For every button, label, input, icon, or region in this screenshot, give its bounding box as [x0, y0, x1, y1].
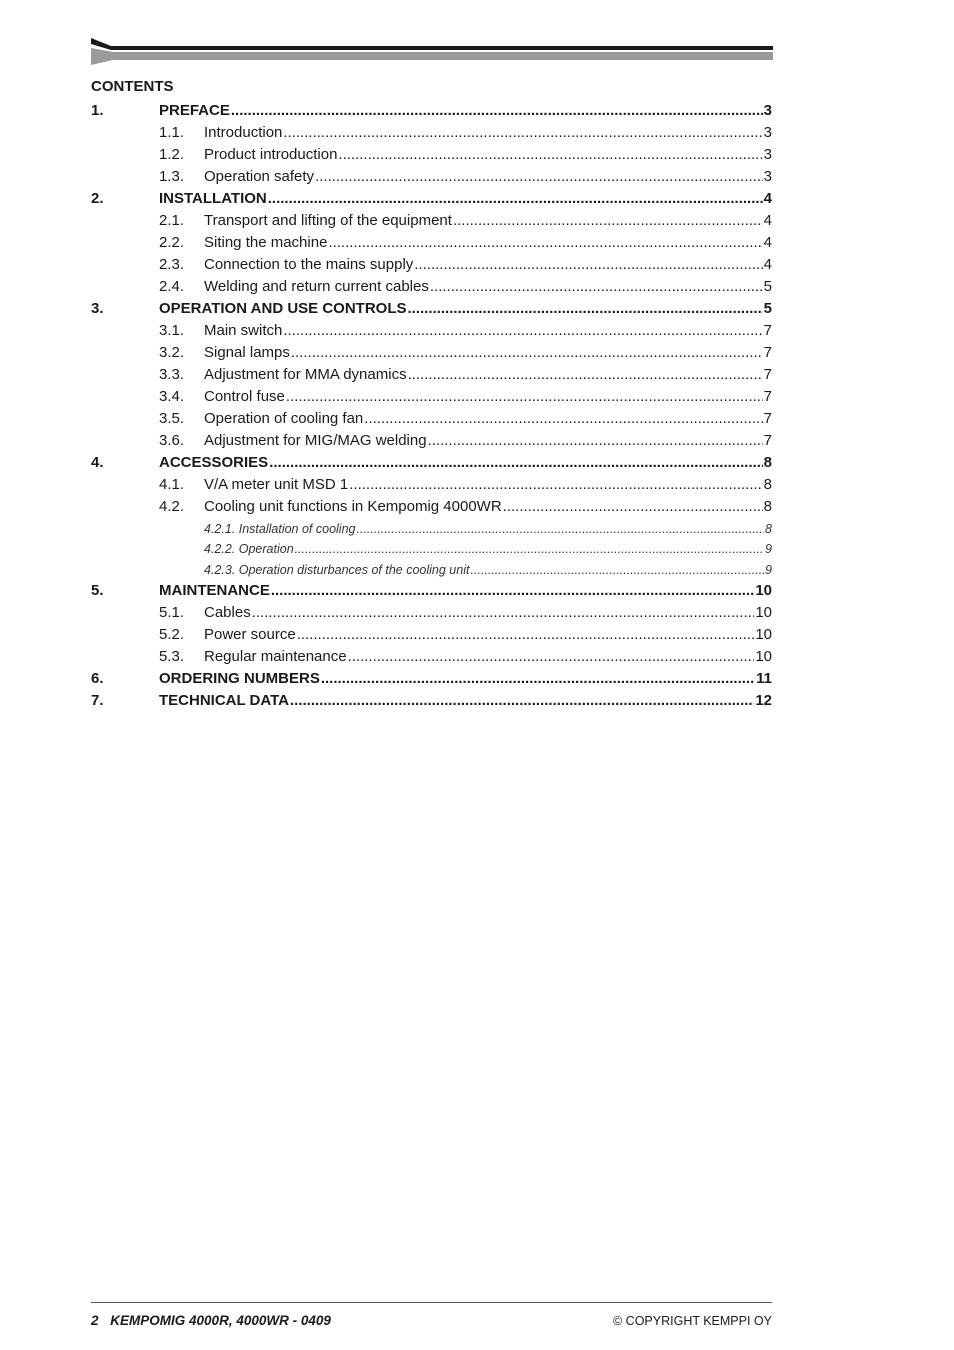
toc-dot-leader	[315, 168, 763, 185]
toc-entry-number: 2.3.	[159, 256, 185, 273]
toc-entry-page: 10	[755, 603, 772, 621]
toc-entry-label: Cables	[204, 603, 251, 621]
toc-dot-leader	[428, 432, 763, 449]
toc-entry-number: 2.2.	[159, 234, 185, 251]
toc-dot-leader	[321, 670, 755, 687]
footer-copyright: © COPYRIGHT KEMPPI OY	[612, 1314, 772, 1328]
toc-entry-number: 1.	[91, 102, 104, 119]
toc-dot-leader	[408, 366, 763, 383]
toc-entry-number: 6.	[91, 669, 104, 687]
toc-entry-page: 10	[755, 625, 772, 643]
toc-dot-leader	[348, 648, 755, 665]
toc-entry-label: ACCESSORIES	[159, 454, 269, 471]
toc-entry-label: Power source	[204, 625, 296, 643]
toc-entry[interactable]	[91, 688, 772, 709]
toc-entry-label: 4.2.1. Installation of cooling	[204, 521, 356, 536]
toc-entry-number: 3.6.	[159, 432, 185, 449]
toc-entry[interactable]	[91, 229, 772, 251]
toc-entry-label: Main switch	[204, 322, 283, 339]
toc-entry[interactable]	[91, 383, 772, 405]
toc-entry-number: 1.2.	[159, 146, 185, 163]
toc-entry-number: 4.1.	[159, 476, 185, 493]
toc-entry-page: 8	[763, 476, 772, 493]
toc-entry-label: Operation safety	[204, 168, 315, 185]
toc-entry[interactable]	[91, 556, 772, 577]
toc-entry-label: Operation of cooling fan	[204, 410, 364, 427]
table-of-contents	[91, 97, 772, 709]
toc-entry-page: 5	[763, 278, 772, 295]
toc-entry-number: 4.	[91, 454, 104, 471]
toc-entry-number: 3.1.	[159, 322, 185, 339]
toc-entry-label: Adjustment for MMA dynamics	[204, 366, 407, 383]
toc-entry[interactable]	[91, 578, 772, 599]
toc-dot-leader	[414, 256, 762, 273]
toc-entry-number: 5.1.	[159, 603, 185, 621]
toc-entry-label: Signal lamps	[204, 344, 290, 361]
toc-dot-leader	[470, 563, 764, 577]
toc-entry-number: 5.	[91, 581, 104, 599]
toc-entry-number: 2.	[91, 190, 104, 207]
toc-entry[interactable]	[91, 98, 772, 119]
toc-entry-number: 1.1.	[159, 124, 185, 141]
toc-entry-page: 5	[763, 300, 772, 317]
toc-entry-page: 8	[763, 498, 772, 515]
toc-dot-leader	[297, 626, 755, 643]
toc-dot-leader	[283, 124, 762, 141]
toc-entry-number: 3.5.	[159, 410, 185, 427]
toc-entry-number: 2.4.	[159, 278, 185, 295]
toc-entry-label: Control fuse	[204, 388, 285, 405]
toc-entry[interactable]	[91, 317, 772, 339]
toc-dot-leader	[295, 542, 764, 556]
toc-entry[interactable]	[91, 339, 772, 361]
toc-dot-leader	[231, 102, 763, 119]
toc-entry[interactable]	[91, 251, 772, 273]
toc-dot-leader	[286, 388, 763, 405]
toc-entry[interactable]	[91, 186, 772, 207]
toc-entry-label: 4.2.3. Operation disturbances of the cooling unit	[204, 562, 470, 577]
toc-entry-label: INSTALLATION	[159, 190, 267, 207]
contents-title: CONTENTS	[91, 78, 174, 95]
toc-entry[interactable]	[91, 621, 772, 643]
toc-dot-leader	[283, 322, 762, 339]
toc-entry-label: Product introduction	[204, 146, 338, 163]
footer-doc-title: KEMPOMIG 4000R, 4000WR - 0409	[110, 1313, 331, 1328]
toc-entry-label: OPERATION AND USE CONTROLS	[159, 300, 407, 317]
toc-dot-leader	[268, 190, 763, 207]
toc-entry-page: 8	[765, 521, 772, 536]
toc-entry-page: 9	[765, 562, 772, 577]
toc-entry[interactable]	[91, 515, 772, 536]
toc-entry-label: ORDERING NUMBERS	[159, 669, 320, 687]
toc-entry-label: Transport and lifting of the equipment	[204, 212, 452, 229]
toc-entry-number: 5.2.	[159, 625, 185, 643]
toc-entry[interactable]	[91, 643, 772, 665]
toc-entry[interactable]	[91, 207, 772, 229]
toc-entry[interactable]	[91, 296, 772, 317]
toc-entry-label: Connection to the mains supply	[204, 256, 414, 273]
toc-entry-label: Welding and return current cables	[204, 278, 429, 295]
toc-entry[interactable]	[91, 119, 772, 141]
toc-entry-number: 3.3.	[159, 366, 185, 383]
toc-dot-leader	[338, 146, 762, 163]
toc-entry-page: 7	[763, 366, 772, 383]
toc-entry-label: 4.2.2. Operation	[204, 542, 294, 556]
toc-entry-page: 7	[763, 432, 772, 449]
toc-entry-number: 3.	[91, 300, 104, 317]
toc-entry[interactable]	[91, 427, 772, 449]
toc-entry-page: 9	[765, 542, 772, 556]
toc-entry-page: 4	[763, 212, 772, 229]
toc-entry-label: Cooling unit functions in Kempomig 4000WR	[204, 498, 502, 515]
toc-entry-page: 3	[763, 168, 772, 185]
toc-entry-number: 7.	[91, 691, 104, 709]
toc-dot-leader	[252, 604, 755, 621]
toc-entry-page: 7	[763, 388, 772, 405]
toc-entry-label: Siting the machine	[204, 234, 328, 251]
toc-entry-page: 7	[763, 322, 772, 339]
toc-entry[interactable]	[91, 361, 772, 383]
toc-dot-leader	[503, 498, 763, 515]
toc-entry[interactable]	[91, 471, 772, 493]
toc-dot-leader	[271, 582, 754, 599]
toc-entry[interactable]	[91, 493, 772, 515]
toc-entry-label: Adjustment for MIG/MAG welding	[204, 432, 427, 449]
toc-entry[interactable]	[91, 405, 772, 427]
toc-entry-number: 2.1.	[159, 212, 185, 229]
toc-entry-page: 10	[755, 647, 772, 665]
footer-page-number: 2	[91, 1313, 99, 1328]
toc-entry-label: Regular maintenance	[204, 647, 347, 665]
toc-entry-number: 3.2.	[159, 344, 185, 361]
toc-entry-page: 4	[763, 234, 772, 251]
toc-dot-leader	[408, 300, 763, 317]
toc-entry-page: 3	[763, 146, 772, 163]
toc-dot-leader	[364, 410, 762, 427]
toc-entry[interactable]	[91, 536, 772, 557]
toc-entry[interactable]	[91, 599, 772, 621]
toc-entry-number: 1.3.	[159, 168, 185, 185]
header-bar-graphic	[91, 38, 773, 66]
toc-entry-number: 4.2.	[159, 498, 185, 515]
toc-dot-leader	[357, 522, 765, 536]
toc-dot-leader	[291, 344, 763, 361]
footer-doc-info	[91, 1313, 331, 1328]
toc-entry-page: 3	[763, 102, 772, 119]
toc-entry-page: 8	[763, 454, 772, 471]
toc-entry[interactable]	[91, 450, 772, 471]
toc-entry-label: TECHNICAL DATA	[159, 691, 289, 709]
toc-entry-label: MAINTENANCE	[159, 581, 270, 599]
toc-entry-number: 5.3.	[159, 647, 185, 665]
toc-dot-leader	[269, 454, 762, 471]
toc-entry-label: Introduction	[204, 124, 283, 141]
toc-dot-leader	[453, 212, 763, 229]
toc-entry[interactable]	[91, 163, 772, 185]
toc-dot-leader	[430, 278, 763, 295]
toc-entry-page: 3	[763, 124, 772, 141]
toc-entry[interactable]	[91, 666, 772, 687]
toc-dot-leader	[328, 234, 762, 251]
toc-entry-page: 12	[755, 691, 772, 709]
toc-entry-label: V/A meter unit MSD 1	[204, 476, 349, 493]
toc-dot-leader	[290, 692, 754, 709]
toc-entry-page: 7	[763, 344, 772, 361]
toc-entry-page: 4	[763, 256, 772, 273]
toc-entry[interactable]	[91, 273, 772, 295]
toc-dot-leader	[349, 476, 762, 493]
toc-entry-number: 3.4.	[159, 388, 185, 405]
toc-entry-page: 7	[763, 410, 772, 427]
toc-entry[interactable]	[91, 141, 772, 163]
toc-entry-page: 11	[756, 669, 772, 687]
footer-divider	[91, 1302, 772, 1303]
toc-entry-page: 4	[763, 190, 772, 207]
toc-entry-page: 10	[755, 581, 772, 599]
toc-entry-label: PREFACE	[159, 102, 230, 119]
